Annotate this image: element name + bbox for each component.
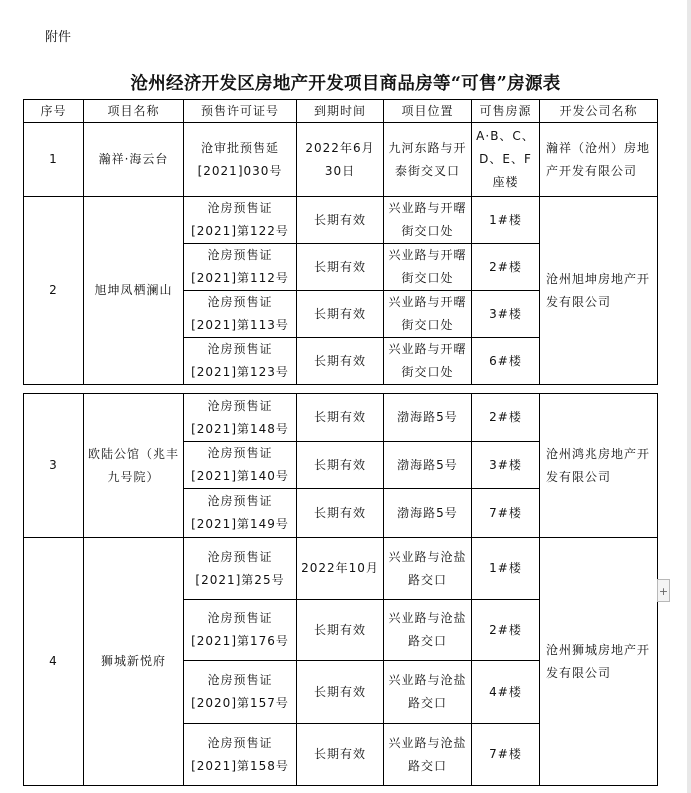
permit-number: 沧房预售证[2020]第157号 [184, 661, 297, 724]
available-units: 1#楼 [472, 197, 540, 244]
header-permit: 预售许可证号 [184, 100, 297, 123]
table-header-row [24, 100, 658, 123]
available-units: 3#楼 [472, 442, 540, 489]
window-edge [687, 0, 691, 793]
project-no: 1 [24, 123, 84, 197]
project-location: 兴业路与沧盐路交口 [384, 538, 472, 600]
header-company: 开发公司名称 [540, 100, 658, 123]
developer-company: 沧州鸿兆房地产开发有限公司 [540, 394, 658, 538]
attachment-label: 附件 [45, 30, 72, 45]
developer-company: 沧州狮城房地产开发有限公司 [540, 538, 658, 786]
available-units: 2#楼 [472, 394, 540, 442]
project-name: 旭坤凤栖澜山 [84, 197, 184, 385]
expand-side-button[interactable]: + [657, 579, 670, 602]
project-location: 兴业路与沧盐路交口 [384, 661, 472, 724]
table-row [24, 538, 658, 600]
project-location: 九河东路与开泰街交叉口 [384, 123, 472, 197]
available-units: 2#楼 [472, 600, 540, 661]
project-name: 欧陆公馆（兆丰九号院） [84, 394, 184, 538]
expiry-date: 长期有效 [297, 291, 384, 338]
project-location: 兴业路与沧盐路交口 [384, 724, 472, 786]
header-project-name: 项目名称 [84, 100, 184, 123]
header-expiry: 到期时间 [297, 100, 384, 123]
available-units: 1#楼 [472, 538, 540, 600]
expiry-date: 2022年6月30日 [297, 123, 384, 197]
expiry-date: 长期有效 [297, 600, 384, 661]
expiry-date: 长期有效 [297, 724, 384, 786]
project-location: 兴业路与开曙街交口处 [384, 291, 472, 338]
project-location: 兴业路与开曙街交口处 [384, 197, 472, 244]
project-no: 3 [24, 394, 84, 538]
expiry-date: 长期有效 [297, 489, 384, 538]
project-location: 兴业路与开曙街交口处 [384, 338, 472, 385]
project-location: 渤海路5号 [384, 394, 472, 442]
permit-number: 沧房预售证[2021]第25号 [184, 538, 297, 600]
permit-number: 沧房预售证[2021]第123号 [184, 338, 297, 385]
available-units: 2#楼 [472, 244, 540, 291]
permit-number: 沧房预售证[2021]第176号 [184, 600, 297, 661]
available-units: A·B、C、D、E、F座楼 [472, 123, 540, 197]
table-row [24, 197, 658, 244]
permit-number: 沧房预售证[2021]第158号 [184, 724, 297, 786]
listing-table-part-1 [23, 99, 658, 385]
permit-number: 沧审批预售延[2021]030号 [184, 123, 297, 197]
available-units: 6#楼 [472, 338, 540, 385]
permit-number: 沧房预售证[2021]第112号 [184, 244, 297, 291]
page-title: 沧州经济开发区房地产开发项目商品房等“可售”房源表 [130, 74, 561, 94]
project-location: 渤海路5号 [384, 489, 472, 538]
header-units: 可售房源 [472, 100, 540, 123]
project-name: 瀚祥·海云台 [84, 123, 184, 197]
project-location: 兴业路与开曙街交口处 [384, 244, 472, 291]
available-units: 4#楼 [472, 661, 540, 724]
expiry-date: 长期有效 [297, 244, 384, 291]
table-row [24, 123, 658, 197]
header-location: 项目位置 [384, 100, 472, 123]
expiry-date: 长期有效 [297, 442, 384, 489]
project-no: 4 [24, 538, 84, 786]
expiry-date: 长期有效 [297, 197, 384, 244]
developer-company: 瀚祥（沧州）房地产开发有限公司 [540, 123, 658, 197]
project-location: 渤海路5号 [384, 442, 472, 489]
header-no: 序号 [24, 100, 84, 123]
permit-number: 沧房预售证[2021]第148号 [184, 394, 297, 442]
listing-table-part-2 [23, 393, 658, 786]
project-name: 狮城新悦府 [84, 538, 184, 786]
expiry-date: 长期有效 [297, 338, 384, 385]
project-no: 2 [24, 197, 84, 385]
available-units: 3#楼 [472, 291, 540, 338]
permit-number: 沧房预售证[2021]第149号 [184, 489, 297, 538]
permit-number: 沧房预售证[2021]第140号 [184, 442, 297, 489]
permit-number: 沧房预售证[2021]第122号 [184, 197, 297, 244]
expiry-date: 长期有效 [297, 661, 384, 724]
expiry-date: 2022年10月 [297, 538, 384, 600]
available-units: 7#楼 [472, 724, 540, 786]
expiry-date: 长期有效 [297, 394, 384, 442]
project-location: 兴业路与沧盐路交口 [384, 600, 472, 661]
available-units: 7#楼 [472, 489, 540, 538]
table-row [24, 394, 658, 442]
permit-number: 沧房预售证[2021]第113号 [184, 291, 297, 338]
developer-company: 沧州旭坤房地产开发有限公司 [540, 197, 658, 385]
